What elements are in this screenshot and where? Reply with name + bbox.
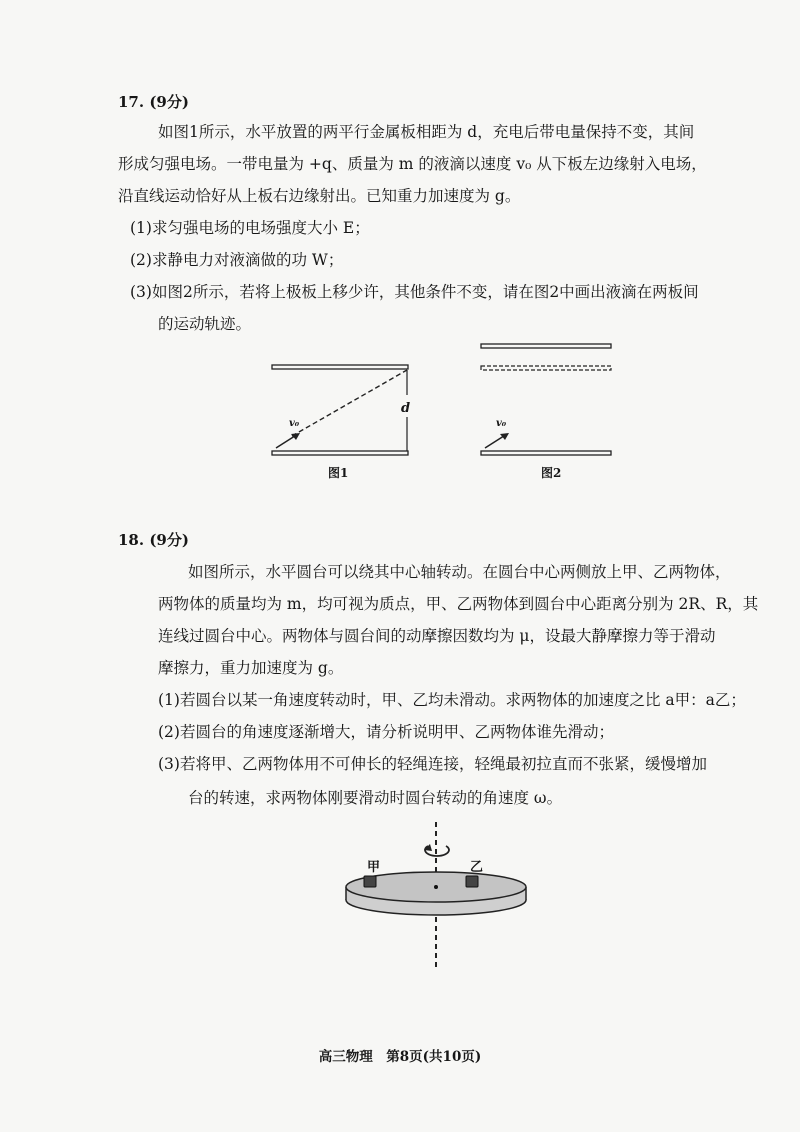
- q17-line1: 如图1所示，水平放置的两平行金属板相距为 d，充电后带电量保持不变，其间: [158, 123, 695, 141]
- q18-line1: 如图所示，水平圆台可以绕其中心轴转动。在圆台中心两侧放上甲、乙两物体，: [188, 563, 731, 581]
- q17-line2: 形成匀强电场。一带电量为 +q、质量为 m 的液滴以速度 v₀ 从下板左边缘射入电场，: [118, 155, 707, 173]
- q18-part3a: (3)若将甲、乙两物体用不可伸长的轻绳连接，轻绳最初拉直而不张紧，缓慢增加: [158, 755, 707, 773]
- q17-part3b: 的运动轨迹。: [158, 315, 252, 333]
- q18-line4: 摩擦力，重力加速度为 g。: [158, 659, 344, 677]
- q18-part3b: 台的转速，求两物体刚要滑动时圆台转动的角速度 ω。: [188, 789, 563, 807]
- fig1-v-label: v₀: [289, 418, 300, 429]
- q18-header: 18. (9分): [118, 531, 189, 549]
- q17-line3: 沿直线运动恰好从上板右边缘射出。已知重力加速度为 g。: [118, 187, 521, 205]
- q17-part3a: (3)如图2所示，若将上极板上移少许，其他条件不变，请在图2中画出液滴在两板间: [130, 283, 699, 301]
- label-yi: 乙: [470, 860, 484, 875]
- q18-line3: 连线过圆台中心。两物体与圆台间的动摩擦因数均为 μ，设最大静摩擦力等于滑动: [158, 627, 716, 645]
- center-dot: [434, 885, 438, 889]
- q17-part2: (2)求静电力对液滴做的功 W；: [130, 251, 344, 269]
- label-jia: 甲: [367, 860, 381, 875]
- q17-part1: (1)求匀强电场的电场强度大小 E；: [130, 219, 370, 237]
- page-footer: 高三物理 第8页(共10页): [318, 1049, 482, 1065]
- q18-line2: 两物体的质量均为 m，均可视为质点，甲、乙两物体到圆台中心距离分别为 2R、R，其: [158, 595, 759, 613]
- q18-part1: (1)若圆台以某一角速度转动时，甲、乙均未滑动。求两物体的加速度之比 a甲：a乙；: [158, 691, 746, 709]
- block-jia: [364, 876, 376, 887]
- block-yi: [466, 876, 478, 887]
- fig2-v-label: v₀: [496, 418, 507, 429]
- q18-part2: (2)若圆台的角速度逐渐增大，请分析说明甲、乙两物体谁先滑动；: [158, 723, 614, 741]
- fig2-caption: 图2: [541, 466, 562, 480]
- q17-header: 17. (9分): [118, 93, 189, 111]
- fig1-d-label: d: [401, 401, 411, 416]
- fig1-caption: 图1: [328, 466, 349, 480]
